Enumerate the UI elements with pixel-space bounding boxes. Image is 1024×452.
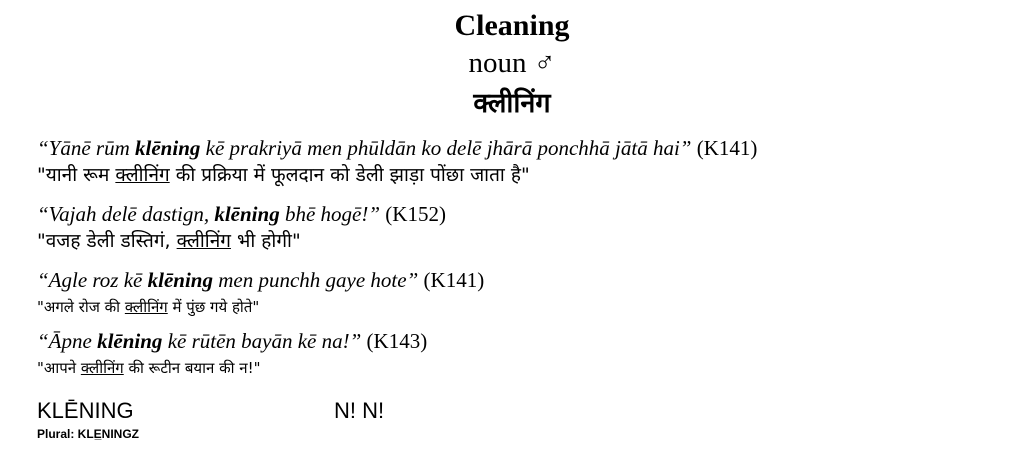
- example-hindi: "अगले रोज की क्लीनिंग में पुंछ गये होते": [37, 298, 260, 316]
- headword: Cleaning: [454, 9, 570, 42]
- footer-word: KLĒNING: [37, 398, 134, 423]
- example-2: [37, 202, 1004, 254]
- example-transliteration: “Yānē rūm klēning kē prakriyā men phūldān ko delē jhārā ponchhā jātā hai” (K141): [37, 136, 758, 160]
- plural-form: Plural: KLE̲NINGZ: [37, 427, 140, 441]
- part-of-speech: noun ♂: [468, 47, 556, 79]
- headword-hindi: क्लीनिंग: [473, 88, 551, 119]
- example-transliteration: “Vajah delē dastign, klēning bhē hogē!” (K152): [37, 202, 446, 226]
- example-1: [37, 136, 1004, 188]
- example-transliteration: “Agle roz kē klēning men punchh gaye hote” (K141): [37, 268, 485, 292]
- example-transliteration: “Āpne klēning kē rūtēn bayān kē na!” (K143): [37, 329, 428, 353]
- footer-marks: N! N!: [334, 398, 385, 423]
- example-hindi: "वजह डेली डस्तिगं, क्लीनिंग भी होगी": [37, 230, 301, 252]
- example-4: [37, 329, 1004, 381]
- example-hindi: "आपने क्लीनिंग की रूटीन बयान की न!": [37, 359, 261, 377]
- example-3: [37, 268, 1004, 320]
- example-hindi: "यानी रूम क्लीनिंग की प्रक्रिया में फूलदान को डेली झाड़ा पोंछा जाता है": [37, 164, 530, 186]
